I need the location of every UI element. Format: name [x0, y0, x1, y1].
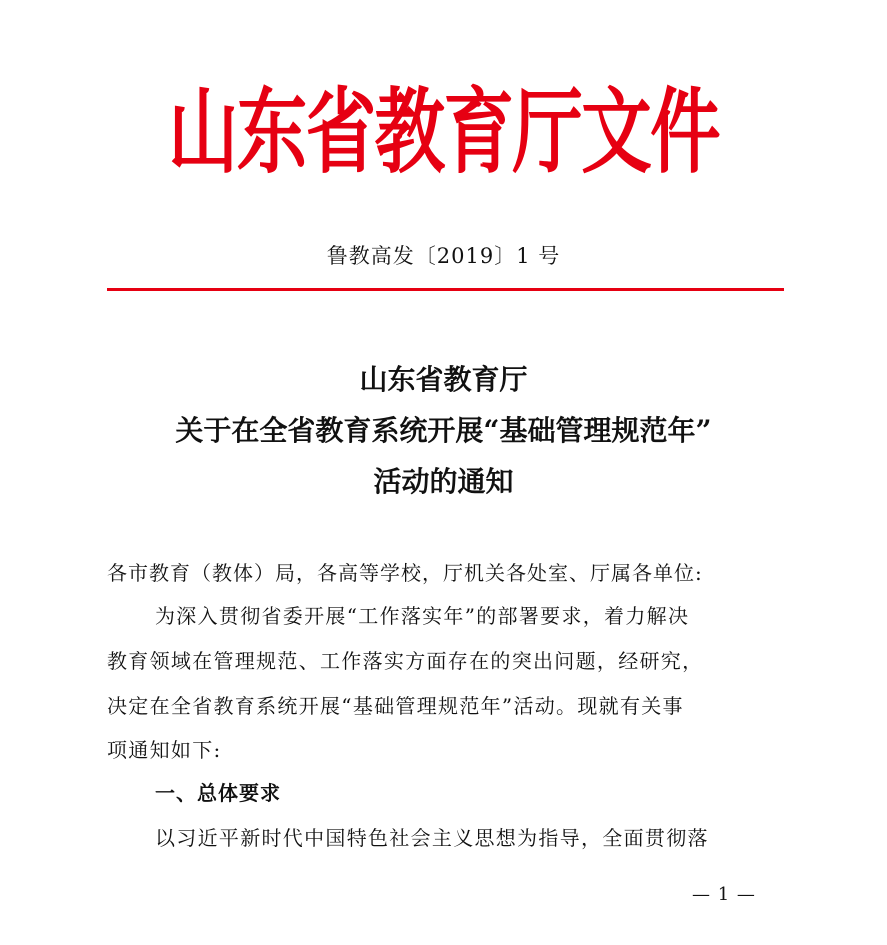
document-number: 鲁教高发〔2019〕1 号	[326, 244, 561, 268]
notice-title-line-3: 活动的通知	[373, 465, 514, 498]
page-number: — 1 —	[692, 884, 756, 905]
notice-title-line-2: 关于在全省教育系统开展“基础管理规范年”	[175, 414, 712, 447]
intro-paragraph-line-4: 项通知如下:	[107, 738, 222, 762]
section-heading-general-requirements: 一、总体要求	[155, 781, 281, 805]
intro-paragraph-line-1: 为深入贯彻省委开展“工作落实年”的部署要求，着力解决	[155, 604, 690, 628]
intro-paragraph-line-2: 教育领域在管理规范、工作落实方面存在的突出问题，经研究，	[107, 649, 704, 673]
letterhead-title: 山东省教育厅文件	[167, 78, 720, 187]
section-paragraph-line-1: 以习近平新时代中国特色社会主义思想为指导，全面贯彻落	[155, 826, 709, 850]
intro-paragraph-line-3: 决定在全省教育系统开展“基础管理规范年”活动。现就有关事	[107, 694, 684, 718]
salutation: 各市教育（教体）局，各高等学校，厅机关各处室、厅属各单位:	[107, 561, 703, 585]
red-divider-rule	[107, 288, 784, 291]
notice-title-line-1: 山东省教育厅	[359, 363, 528, 396]
